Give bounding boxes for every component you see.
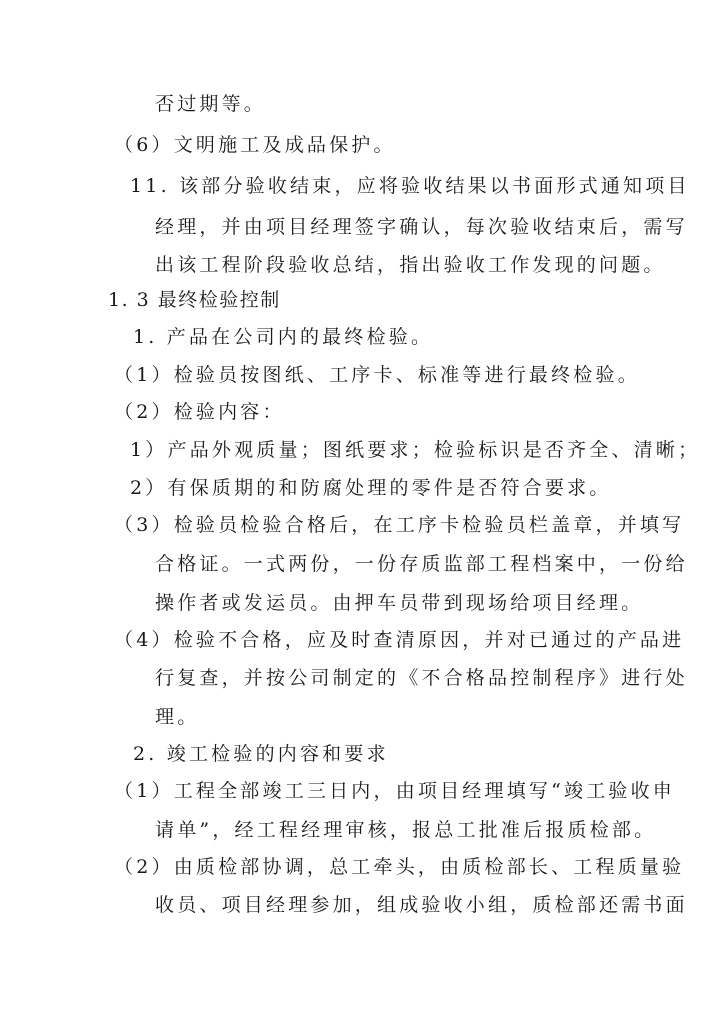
text-line-1-4-cont-2: 理。 [155,706,200,728]
text-line-1-3-cont-1: 合格证。一式两份，一份存质监部工程档案中，一份给 [155,553,688,575]
text-line-1-3: （3）检验员检验合格后，在工序卡检验员栏盖章，并填写 [114,514,685,536]
text-line-1-2-b: 2）有保质期的和防腐处理的零件是否符合要求。 [130,477,612,499]
text-line-1-3-cont-2: 操作者或发运员。由押车员带到现场给项目经理。 [155,592,644,614]
text-line-item-11-cont-2: 出该工程阶段验收总结，指出验收工作发现的问题。 [155,254,666,276]
text-line-item-11: 11. 该部分验收结束，应将验收结果以书面形式通知项目 [130,175,690,197]
text-line-1-4: （4）检验不合格，应及时查清原因，并对已通过的产品进 [114,629,685,651]
text-line-1-1: （1）检验员按图纸、工序卡、标准等进行最终检验。 [114,364,640,386]
text-line-1-2: （2）检验内容： [114,401,285,423]
text-line-2-1-cont: 请单”，经工程经理审核，报总工批准后报质检部。 [155,819,657,841]
text-line-2-2: （2）由质检部协调，总工牵头，由质检部长、工程质量验 [114,856,685,878]
text-line-continuation: 否过期等。 [155,93,267,115]
text-line-1-4-cont-1: 行复查，并按公司制定的《不合格品控制程序》进行处 [155,667,688,689]
subsection-heading-2: 2. 竣工检验的内容和要求 [133,743,389,765]
text-line-item-6: （6）文明施工及成品保护。 [114,134,396,156]
section-heading-1-3: 1. 3 最终检验控制 [108,289,281,311]
subsection-heading-1: 1. 产品在公司内的最终检验。 [133,326,434,348]
text-line-1-2-a: 1）产品外观质量；图纸要求；检验标识是否齐全、清晰； [130,439,701,461]
text-line-item-11-cont-1: 经理，并由项目经理签字确认，每次验收结束后，需写 [155,216,688,238]
text-line-2-2-cont: 收员、项目经理参加，组成验收小组，质检部还需书面 [155,894,688,916]
text-line-2-1: （1）工程全部竣工三日内，由项目经理填写“竣工验收申 [114,780,676,802]
